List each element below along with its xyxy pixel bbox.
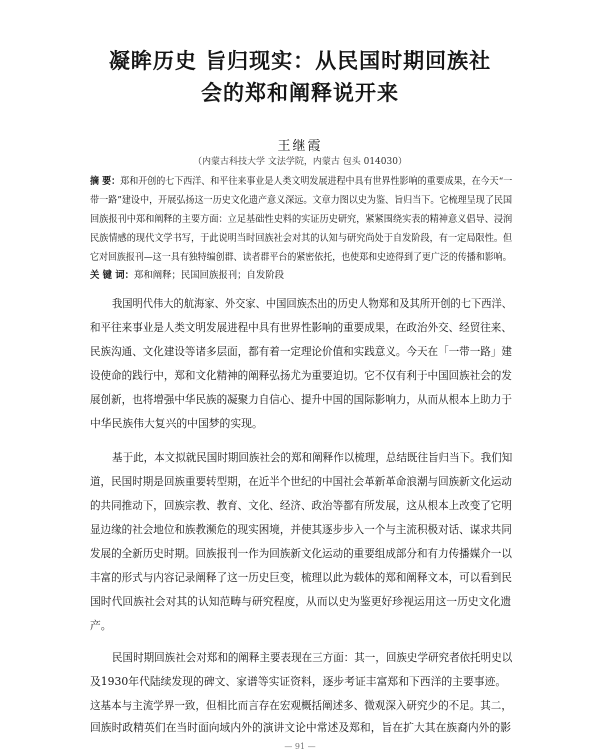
para2-line-1: 基于此，本文拟就民国时期回族社会的郑和阐释作以梳理，总结既往旨归当下。我们知 <box>112 451 513 464</box>
para2-line-5: 发展的全新历史时期。回族报刊一作为回族新文化运动的重要组成部分和有力传播媒介一以 <box>90 547 512 560</box>
abstract-line-4: 民族情感的现代文学书写，于此说明当时回族社会对其的认知与研究尚处于自发阶段，有一定局限性。但 <box>90 233 513 244</box>
abstract-line-5: 它对回族报刊—这一具有独特编创群、读者群平台的紧密依托，也使郑和史迹得到了更广泛的传播和影响。 <box>90 252 512 263</box>
abstract-label: 摘 要： <box>90 176 121 187</box>
keywords-line <box>90 269 284 283</box>
paper-title-line2: 会的郑和阐释说开来 <box>201 81 399 105</box>
para3-line-3: 这基本与主流学界一致，但相比而言存在宏观概括阐述多、微观深入研究少的不足。其二， <box>90 699 512 712</box>
abstract-line-1: 摘 要：郑和开创的七下西洋、和平往来事业是人类文明发展进程中具有世界性影响的重要成果，在今天“一 <box>90 176 513 187</box>
paper-title-line1: 凝眸历史 旨归现实：从民国时期回族社 <box>108 49 492 73</box>
abstract-line-3: 回族报刊中郑和阐释的主要方面：立足基础性史料的实证历史研究，紧紧围绕实表的精神意义倡导、浸润 <box>90 214 513 225</box>
abstract-line-2: 带一路”建设中，开展弘扬这一历史文化遗产意义深远。文章力图以史为鉴、旨归当下。它梳理呈现了民国 <box>90 195 513 206</box>
para1-line-1: 我国明代伟大的航海家、外交家、中国回族杰出的历史人物郑和及其所开创的七下西洋、 <box>112 297 513 310</box>
para3-line-1: 民国时期回族社会对郑和的阐释主要表现在三方面：其一，回族史学研究者依托明史以 <box>112 651 513 664</box>
para3-line-2: 及1930年代陆续发现的碑文、家谱等实证资料，逐步考证丰富郑和下西洋的主要事迹。 <box>90 675 507 688</box>
author-name: 王继霞 <box>277 139 323 154</box>
para2-line-6: 丰富的形式与内容记录阐释了这一历史巨变，梳理以此为载体的郑和阐释文本，可以看到民 <box>90 571 512 584</box>
para1-line-5: 展创新，也将增强中华民族的凝聚力自信心、提升中国的国际影响力，从而从根本上助力于 <box>90 393 512 406</box>
keywords-text: 郑和阐释；民国回族报刊；自发阶段 <box>134 270 285 281</box>
para1-line-4: 设使命的践行中，郑和文化精神的阐释弘扬尤为重要迫切。它不仅有利于中国回族社会的发 <box>90 369 512 382</box>
keywords-label: 关 键 词： <box>90 270 135 281</box>
para2-line-7: 国时代回族社会对其的认知范畴与研究程度，从而以史为鉴更好珍视运用这一历史文化遗 <box>90 595 512 608</box>
page-number: — 91 — <box>284 742 316 751</box>
para2-line-2: 道，民国时期是回族重要转型期，在近半个世纪的中国社会革新革命浪潮与回族新文化运动 <box>90 475 512 488</box>
para2-line-4: 显边缘的社会地位和族教濒危的现实困境，并使其逐步步入一个与主流积极对话、谋求共同 <box>90 523 512 536</box>
para2-line-3: 的共同推动下，回族宗教、教育、文化、经济、政治等都有所发展，这从根本上改变了它明 <box>90 499 512 512</box>
author-affiliation: （内蒙古科技大学 文法学院，内蒙古 包头 014030） <box>193 157 407 167</box>
para1-line-2: 和平往来事业是人类文明发展进程中具有世界性影响的重要成果，在政治外交、经贸往来、 <box>90 321 512 334</box>
para1-line-6: 中华民族伟大复兴的中国梦的实现。 <box>90 417 263 430</box>
para2-line-8: 产。 <box>90 619 112 632</box>
para3-line-4: 回族时政精英们在当时面向域内外的演讲文论中常述及郑和，旨在扩大其在族裔内外的影 <box>90 721 512 734</box>
para1-line-3: 民族沟通、文化建设等诸多层面，都有着一定理论价值和实践意义。今天在「一带一路」建 <box>90 345 512 358</box>
